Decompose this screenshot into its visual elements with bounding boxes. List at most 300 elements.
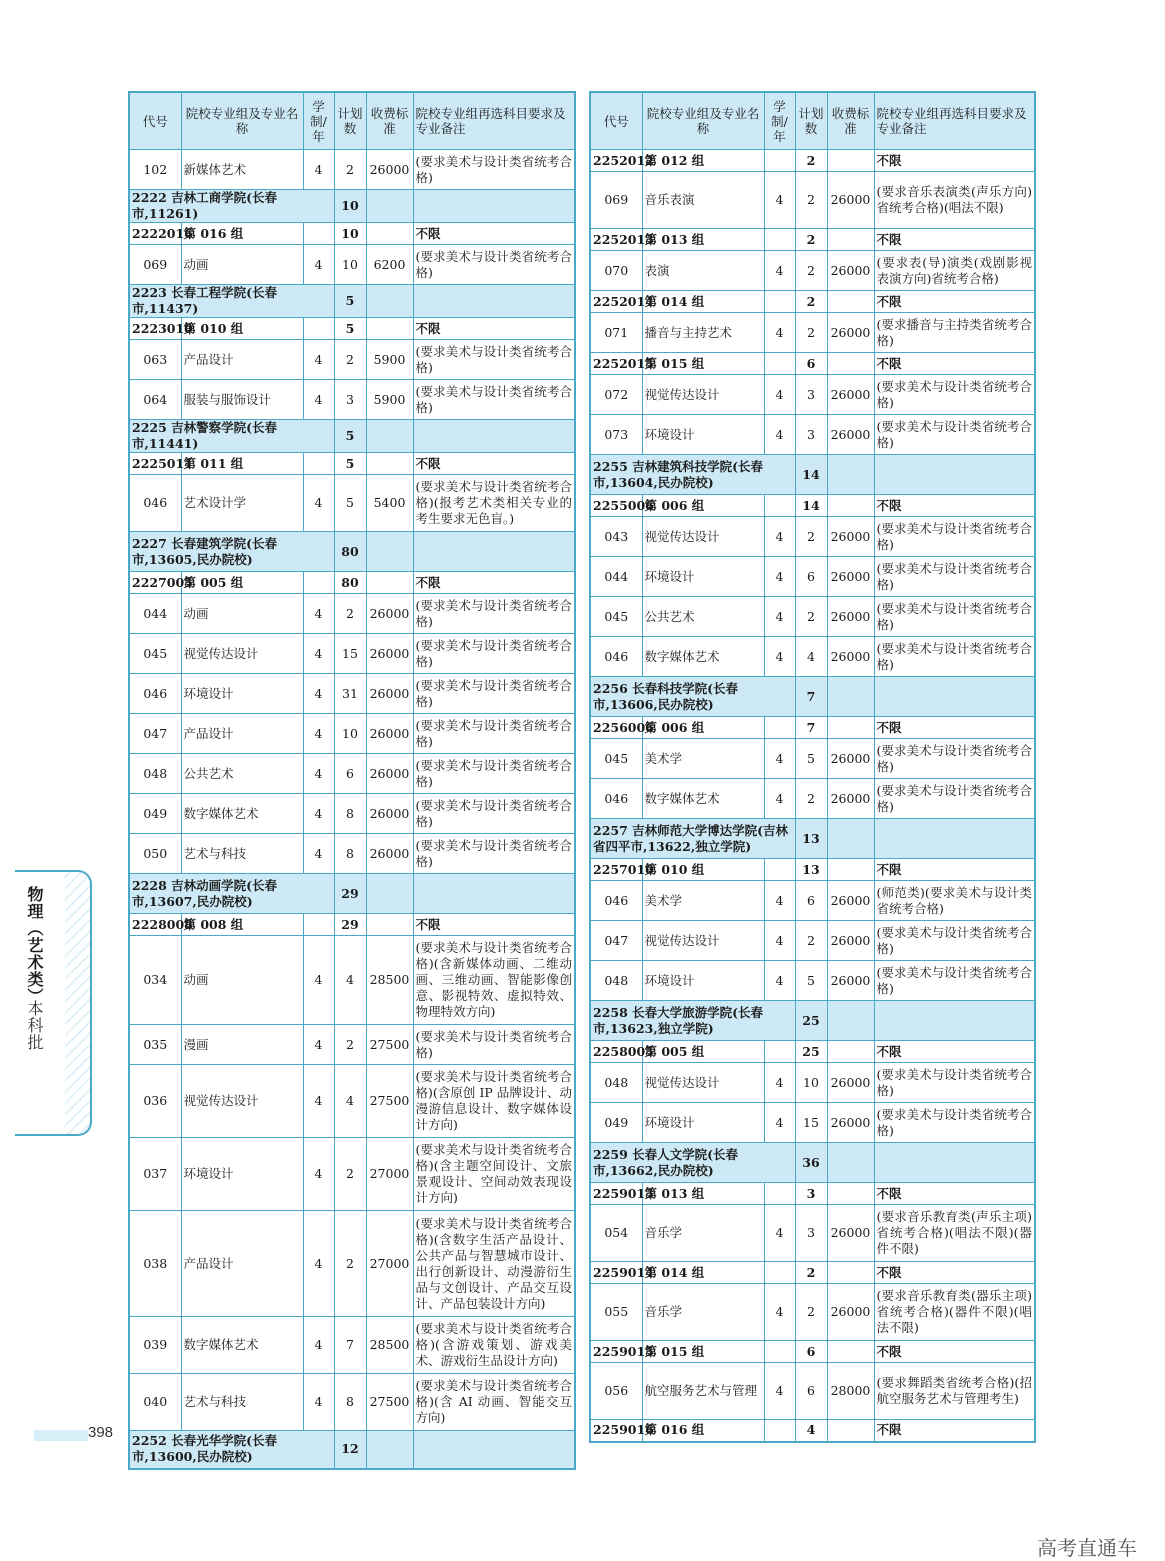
plan-count: 2 — [795, 172, 827, 229]
major-note: (要求美术与设计类省统考合格)(含 AI 动画、智能交互方向) — [413, 1374, 575, 1431]
plan-count: 10 — [334, 245, 366, 285]
plan-count: 6 — [795, 881, 827, 921]
years: 4 — [303, 1138, 334, 1211]
school-name: 2223 长春工程学院(长春市,11437) — [129, 285, 334, 318]
note-cell — [413, 285, 575, 318]
years: 4 — [303, 1211, 334, 1317]
major-code: 046 — [590, 637, 642, 677]
major-code: 049 — [129, 794, 181, 834]
major-row — [129, 714, 575, 754]
major-name: 环境设计 — [181, 674, 303, 714]
major-note: (要求播音与主持类省统考合格) — [874, 313, 1035, 353]
major-code: 039 — [129, 1317, 181, 1374]
plan-count: 2 — [795, 229, 827, 251]
major-code: 044 — [590, 557, 642, 597]
plan-count: 3 — [795, 1183, 827, 1205]
major-code: 035 — [129, 1025, 181, 1065]
years-cell — [764, 1341, 795, 1363]
group-note: 不限 — [874, 1341, 1035, 1363]
major-note: (要求美术与设计类省统考合格) — [413, 340, 575, 380]
note-cell — [413, 190, 575, 223]
fee: 26000 — [827, 597, 874, 637]
major-row — [129, 1065, 575, 1138]
plan-count: 15 — [795, 1103, 827, 1143]
years: 4 — [303, 594, 334, 634]
fee-cell — [827, 495, 874, 517]
major-note: (要求美术与设计类省统考合格)(含新媒体动画、二维动画、三维动画、智能影像创意、影视特效、虚拟特效、物理特效方向) — [413, 936, 575, 1025]
major-name: 视觉传达设计 — [642, 921, 764, 961]
group-name: 第 010 组 — [642, 859, 764, 881]
plan-count: 3 — [334, 380, 366, 420]
plan-count: 6 — [334, 754, 366, 794]
fee: 26000 — [827, 1205, 874, 1262]
group-code: 2252013 — [590, 229, 642, 251]
fee: 5900 — [366, 340, 413, 380]
group-row — [590, 1420, 1035, 1442]
plan-count: 2 — [795, 921, 827, 961]
group-note: 不限 — [874, 291, 1035, 313]
fee-cell — [827, 1341, 874, 1363]
major-note: (要求美术与设计类省统考合格)(报考艺术类相关专业的考生要求无色盲。) — [413, 475, 575, 532]
plan-count: 2 — [334, 150, 366, 190]
fee-cell — [827, 1001, 874, 1041]
fee-cell — [827, 1420, 874, 1442]
group-row — [590, 859, 1035, 881]
group-note: 不限 — [874, 717, 1035, 739]
plan-count: 6 — [795, 1363, 827, 1420]
group-name: 第 006 组 — [642, 495, 764, 517]
years-cell — [303, 223, 334, 245]
header-fee: 收费标准 — [366, 92, 413, 150]
fee-cell — [827, 353, 874, 375]
major-code: 048 — [590, 1063, 642, 1103]
group-note: 不限 — [874, 1041, 1035, 1063]
years: 4 — [764, 881, 795, 921]
admission-table-left — [128, 91, 576, 1470]
years: 4 — [764, 557, 795, 597]
header-name: 院校专业组及专业名称 — [642, 92, 764, 150]
fee-cell — [827, 859, 874, 881]
major-name: 艺术与科技 — [181, 1374, 303, 1431]
school-name: 2228 吉林动画学院(长春市,13607,民办院校) — [129, 874, 334, 914]
plan-count: 10 — [334, 223, 366, 245]
major-row — [129, 634, 575, 674]
major-note: (要求舞蹈类省统考合格)(招航空服务艺术与管理考生) — [874, 1363, 1035, 1420]
major-row — [129, 380, 575, 420]
plan-count: 4 — [334, 1065, 366, 1138]
plan-count: 5 — [795, 739, 827, 779]
group-row — [129, 223, 575, 245]
major-row — [129, 1211, 575, 1317]
note-cell — [413, 420, 575, 453]
major-note: (要求美术与设计类省统考合格) — [874, 517, 1035, 557]
school-name: 2258 长春大学旅游学院(长春市,13623,独立学院) — [590, 1001, 795, 1041]
major-row — [590, 1284, 1035, 1341]
note-cell — [413, 874, 575, 914]
years-cell — [764, 291, 795, 313]
major-note: (要求美术与设计类省统考合格) — [874, 597, 1035, 637]
plan-count: 8 — [334, 1374, 366, 1431]
major-code: 102 — [129, 150, 181, 190]
major-code: 047 — [590, 921, 642, 961]
fee: 26000 — [827, 961, 874, 1001]
fee-cell — [366, 190, 413, 223]
years: 4 — [764, 517, 795, 557]
note-cell — [874, 677, 1035, 717]
major-note: (要求美术与设计类省统考合格) — [413, 380, 575, 420]
fee: 26000 — [366, 594, 413, 634]
major-name: 数字媒体艺术 — [642, 637, 764, 677]
group-name: 第 014 组 — [642, 291, 764, 313]
major-code: 040 — [129, 1374, 181, 1431]
group-code: 2259014 — [590, 1262, 642, 1284]
group-row — [590, 1262, 1035, 1284]
group-row — [129, 572, 575, 594]
plan-count: 2 — [795, 597, 827, 637]
fee-cell — [366, 453, 413, 475]
years: 4 — [303, 380, 334, 420]
major-row — [590, 415, 1035, 455]
fee: 26000 — [827, 779, 874, 819]
fee: 27500 — [366, 1065, 413, 1138]
major-note: (要求美术与设计类省统考合格) — [413, 714, 575, 754]
major-name: 环境设计 — [642, 961, 764, 1001]
major-row — [590, 313, 1035, 353]
group-row — [590, 495, 1035, 517]
plan-count: 2 — [334, 340, 366, 380]
major-name: 动画 — [181, 936, 303, 1025]
school-name: 2225 吉林警察学院(长春市,11441) — [129, 420, 334, 453]
group-name: 第 012 组 — [642, 150, 764, 172]
major-note: (要求音乐表演类(声乐方向)省统考合格)(唱法不限) — [874, 172, 1035, 229]
major-code: 037 — [129, 1138, 181, 1211]
years: 4 — [764, 1103, 795, 1143]
years-cell — [764, 1041, 795, 1063]
school-row — [129, 285, 575, 318]
years: 4 — [303, 475, 334, 532]
major-code: 046 — [129, 475, 181, 532]
plan-count: 36 — [795, 1143, 827, 1183]
fee-cell — [827, 150, 874, 172]
major-row — [129, 936, 575, 1025]
fee: 27000 — [366, 1211, 413, 1317]
plan-count: 2 — [795, 1262, 827, 1284]
fee: 27000 — [366, 1138, 413, 1211]
years-cell — [764, 1420, 795, 1442]
major-name: 航空服务艺术与管理 — [642, 1363, 764, 1420]
plan-count: 25 — [795, 1001, 827, 1041]
major-row — [129, 594, 575, 634]
group-name: 第 013 组 — [642, 229, 764, 251]
plan-count: 10 — [795, 1063, 827, 1103]
group-note: 不限 — [874, 495, 1035, 517]
fee: 26000 — [827, 1103, 874, 1143]
header-note: 院校专业组再选科目要求及专业备注 — [413, 92, 575, 150]
years: 4 — [303, 1317, 334, 1374]
fee: 26000 — [366, 634, 413, 674]
plan-count: 2 — [334, 1211, 366, 1317]
group-row — [590, 150, 1035, 172]
plan-count: 2 — [795, 291, 827, 313]
group-row — [590, 353, 1035, 375]
plan-count: 4 — [795, 637, 827, 677]
group-code: 2258005 — [590, 1041, 642, 1063]
major-row — [129, 150, 575, 190]
major-name: 环境设计 — [181, 1138, 303, 1211]
plan-count: 12 — [334, 1431, 366, 1469]
group-row — [129, 453, 575, 475]
major-name: 产品设计 — [181, 340, 303, 380]
group-row — [129, 318, 575, 340]
major-row — [129, 1374, 575, 1431]
fee: 26000 — [827, 637, 874, 677]
years: 4 — [764, 961, 795, 1001]
fee: 26000 — [366, 150, 413, 190]
school-row — [590, 819, 1035, 859]
fee-cell — [827, 1183, 874, 1205]
major-code: 036 — [129, 1065, 181, 1138]
fee: 26000 — [827, 1284, 874, 1341]
plan-count: 2 — [795, 150, 827, 172]
major-name: 环境设计 — [642, 1103, 764, 1143]
years-cell — [303, 453, 334, 475]
major-note: (要求美术与设计类省统考合格) — [874, 415, 1035, 455]
school-row — [129, 190, 575, 223]
years: 4 — [303, 936, 334, 1025]
group-name: 第 016 组 — [642, 1420, 764, 1442]
years: 4 — [764, 1063, 795, 1103]
header-code: 代号 — [129, 92, 181, 150]
major-code: 043 — [590, 517, 642, 557]
major-code: 055 — [590, 1284, 642, 1341]
group-note: 不限 — [874, 1420, 1035, 1442]
major-note: (要求美术与设计类省统考合格) — [874, 1103, 1035, 1143]
years-cell — [764, 1262, 795, 1284]
major-code: 048 — [129, 754, 181, 794]
school-row — [129, 532, 575, 572]
years: 4 — [764, 415, 795, 455]
group-code: 2227005 — [129, 572, 181, 594]
note-cell — [874, 819, 1035, 859]
group-note: 不限 — [413, 453, 575, 475]
header-fee: 收费标准 — [827, 92, 874, 150]
major-code: 034 — [129, 936, 181, 1025]
major-row — [590, 921, 1035, 961]
plan-count: 7 — [795, 677, 827, 717]
plan-count: 3 — [795, 375, 827, 415]
school-row — [590, 455, 1035, 495]
major-name: 动画 — [181, 594, 303, 634]
major-code: 046 — [590, 881, 642, 921]
plan-count: 29 — [334, 874, 366, 914]
plan-count: 13 — [795, 819, 827, 859]
fee: 27500 — [366, 1025, 413, 1065]
major-note: (要求美术与设计类省统考合格) — [413, 794, 575, 834]
group-name: 第 016 组 — [181, 223, 303, 245]
fee: 26000 — [827, 881, 874, 921]
school-row — [129, 874, 575, 914]
fee-cell — [827, 819, 874, 859]
plan-count: 80 — [334, 572, 366, 594]
header-plan: 计划数 — [795, 92, 827, 150]
plan-count: 5 — [334, 318, 366, 340]
note-cell — [413, 532, 575, 572]
fee: 26000 — [366, 674, 413, 714]
major-row — [590, 881, 1035, 921]
side-tab-subject: 物理（艺术类） — [25, 886, 44, 1005]
plan-count: 2 — [795, 1284, 827, 1341]
plan-count: 3 — [795, 415, 827, 455]
fee-cell — [366, 572, 413, 594]
group-code: 2222016 — [129, 223, 181, 245]
school-row — [590, 1001, 1035, 1041]
group-note: 不限 — [413, 914, 575, 936]
major-note: (要求美术与设计类省统考合格) — [413, 245, 575, 285]
group-note: 不限 — [874, 150, 1035, 172]
major-note: (要求美术与设计类省统考合格) — [874, 557, 1035, 597]
major-name: 漫画 — [181, 1025, 303, 1065]
major-note: (要求美术与设计类省统考合格)(含原创 IP 品牌设计、动漫游信息设计、数字媒体设计方向) — [413, 1065, 575, 1138]
major-name: 艺术设计学 — [181, 475, 303, 532]
group-code: 2259015 — [590, 1341, 642, 1363]
plan-count: 13 — [795, 859, 827, 881]
group-code: 2252014 — [590, 291, 642, 313]
major-code: 071 — [590, 313, 642, 353]
fee-cell — [366, 874, 413, 914]
fee: 28500 — [366, 936, 413, 1025]
fee-cell — [827, 677, 874, 717]
group-code: 2228008 — [129, 914, 181, 936]
group-code: 2252012 — [590, 150, 642, 172]
years: 4 — [764, 1363, 795, 1420]
header-name: 院校专业组及专业名称 — [181, 92, 303, 150]
major-note: (要求音乐教育类(声乐主项)省统考合格)(唱法不限)(器件不限) — [874, 1205, 1035, 1262]
plan-count: 4 — [334, 936, 366, 1025]
fee: 26000 — [827, 1063, 874, 1103]
major-row — [129, 794, 575, 834]
group-name: 第 006 组 — [642, 717, 764, 739]
group-note: 不限 — [413, 223, 575, 245]
group-note: 不限 — [413, 318, 575, 340]
table-body-left — [129, 150, 575, 1469]
plan-count: 5 — [795, 961, 827, 1001]
major-note: (要求美术与设计类省统考合格)(含主题空间设计、文旅景观设计、空间动效表现设计方向) — [413, 1138, 575, 1211]
years: 4 — [303, 754, 334, 794]
major-code: 045 — [590, 597, 642, 637]
years-cell — [303, 572, 334, 594]
major-code: 069 — [590, 172, 642, 229]
major-note: (要求美术与设计类省统考合格) — [874, 961, 1035, 1001]
major-row — [129, 754, 575, 794]
plan-count: 8 — [334, 834, 366, 874]
group-name: 第 011 组 — [181, 453, 303, 475]
major-code: 050 — [129, 834, 181, 874]
major-note: (要求美术与设计类省统考合格) — [413, 1025, 575, 1065]
major-note: (要求美术与设计类省统考合格) — [413, 634, 575, 674]
years-cell — [764, 717, 795, 739]
years: 4 — [303, 245, 334, 285]
group-code: 2259013 — [590, 1183, 642, 1205]
major-row — [590, 1063, 1035, 1103]
major-name: 动画 — [181, 245, 303, 285]
major-row — [590, 1205, 1035, 1262]
major-name: 数字媒体艺术 — [642, 779, 764, 819]
major-code: 038 — [129, 1211, 181, 1317]
fee-cell — [827, 455, 874, 495]
page-number: 398 — [88, 1424, 114, 1441]
plan-count: 25 — [795, 1041, 827, 1063]
group-row — [590, 717, 1035, 739]
years-cell — [764, 229, 795, 251]
plan-count: 5 — [334, 285, 366, 318]
years: 4 — [303, 340, 334, 380]
major-code: 054 — [590, 1205, 642, 1262]
major-note: (师范类)(要求美术与设计类省统考合格) — [874, 881, 1035, 921]
group-note: 不限 — [874, 353, 1035, 375]
fee: 26000 — [827, 251, 874, 291]
major-code: 044 — [129, 594, 181, 634]
years-cell — [303, 318, 334, 340]
years: 4 — [303, 794, 334, 834]
major-name: 表演 — [642, 251, 764, 291]
major-row — [590, 637, 1035, 677]
school-name: 2252 长春光华学院(长春市,13600,民办院校) — [129, 1431, 334, 1469]
major-name: 环境设计 — [642, 415, 764, 455]
major-name: 美术学 — [642, 881, 764, 921]
group-name: 第 014 组 — [642, 1262, 764, 1284]
group-code: 2223010 — [129, 318, 181, 340]
major-code: 045 — [590, 739, 642, 779]
plan-count: 2 — [334, 594, 366, 634]
note-cell — [874, 1001, 1035, 1041]
note-cell — [874, 1143, 1035, 1183]
years-cell — [764, 495, 795, 517]
plan-count: 5 — [334, 420, 366, 453]
fee-cell — [827, 291, 874, 313]
major-note: (要求美术与设计类省统考合格) — [413, 834, 575, 874]
major-name: 视觉传达设计 — [642, 517, 764, 557]
fee: 26000 — [827, 517, 874, 557]
years-cell — [303, 914, 334, 936]
major-note: (要求美术与设计类省统考合格) — [874, 1063, 1035, 1103]
major-row — [590, 597, 1035, 637]
years: 4 — [764, 1284, 795, 1341]
major-note: (要求美术与设计类省统考合格) — [413, 150, 575, 190]
years: 4 — [303, 150, 334, 190]
plan-count: 31 — [334, 674, 366, 714]
major-name: 艺术与科技 — [181, 834, 303, 874]
fee: 26000 — [366, 794, 413, 834]
major-code: 046 — [590, 779, 642, 819]
plan-count: 5 — [334, 453, 366, 475]
major-name: 视觉传达设计 — [642, 375, 764, 415]
school-row — [129, 420, 575, 453]
fee-cell — [366, 1431, 413, 1469]
major-code: 073 — [590, 415, 642, 455]
major-code: 047 — [129, 714, 181, 754]
major-row — [590, 557, 1035, 597]
years: 4 — [303, 834, 334, 874]
plan-count: 4 — [795, 1420, 827, 1442]
fee-cell — [827, 1262, 874, 1284]
fee-cell — [827, 1041, 874, 1063]
major-code: 070 — [590, 251, 642, 291]
admission-table-right — [589, 91, 1036, 1443]
major-note: (要求美术与设计类省统考合格)(含数字生活产品设计、公共产品与智慧城市设计、出行创新设计、动漫游衍生品与文创设计、产品交互设计、产品包装设计方向) — [413, 1211, 575, 1317]
major-code: 049 — [590, 1103, 642, 1143]
fee: 6200 — [366, 245, 413, 285]
major-row — [590, 961, 1035, 1001]
